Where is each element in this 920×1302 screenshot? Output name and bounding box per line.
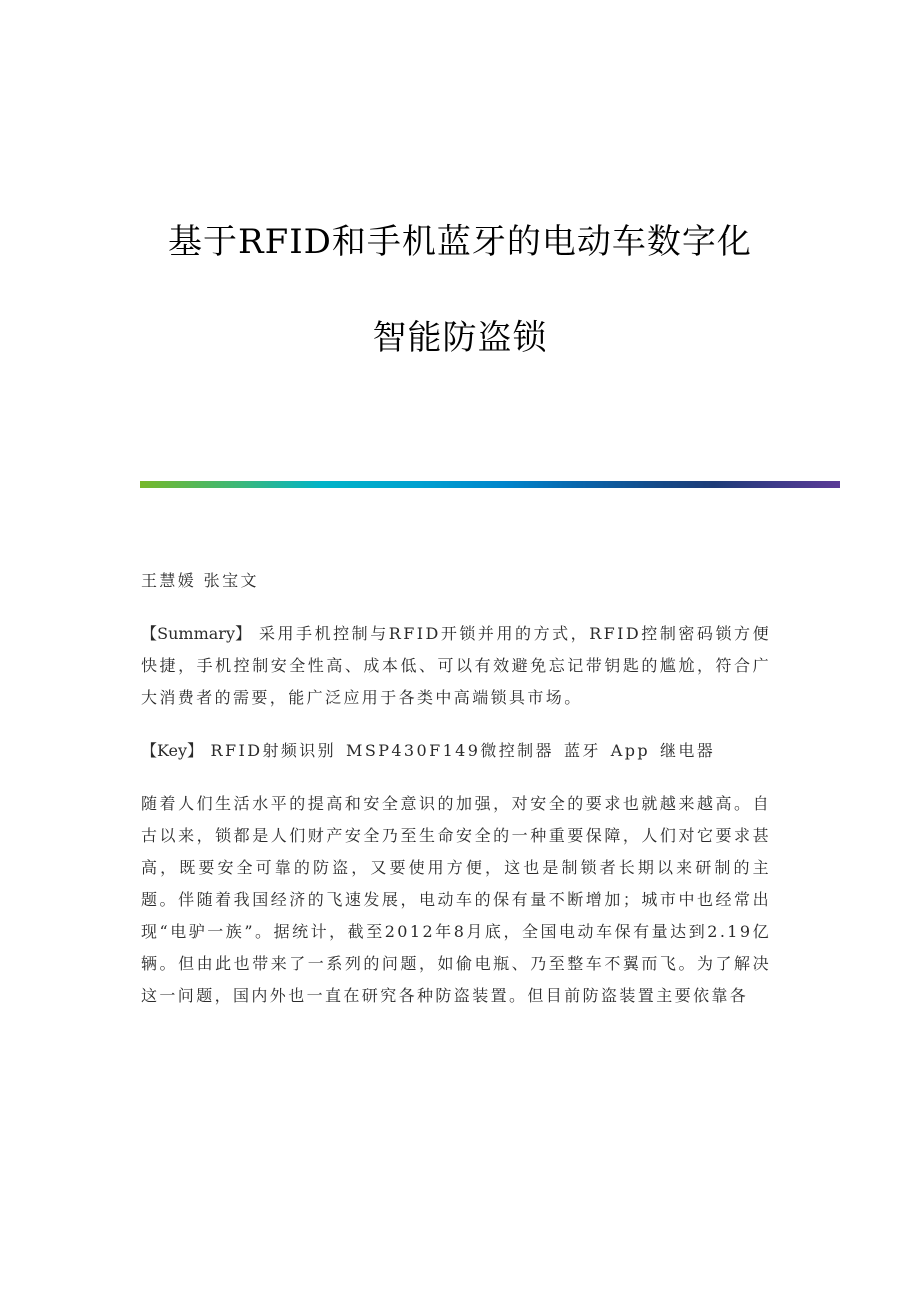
- keyword-item: 蓝牙: [563, 741, 601, 760]
- document-content: [141, 565, 771, 1012]
- body-paragraph: 随着人们生活水平的提高和安全意识的加强，对安全的要求也就越来越高。自古以来，锁都是人们财产安全乃至生命安全的一种重要保障，人们对它要求甚高，既要安全可靠的防盗，又要使用方便，这也是制锁者长期以来研制的主题。伴随着我国经济的飞速发展，电动车的保有量不断增加；城市中也经常出现“电驴一族”。据统计，截至2012年8月底，全国电动车保有量达到2.19亿辆。但由此也带来了一系列的问题，如偷电瓶、乃至整车不翼而飞。为了解决这一问题，国内外也一直在研究各种防盗装置。但目前防盗装置主要依靠各: [141, 794, 771, 1005]
- document-title-line-1: 基于RFID和手机蓝牙的电动车数字化: [168, 222, 752, 262]
- authors: 王慧媛 张宝文: [141, 571, 259, 590]
- keyword-item: MSP430F149微控制器: [346, 741, 554, 760]
- keywords-paragraph: [141, 735, 771, 767]
- gradient-divider: [140, 481, 840, 488]
- document-title-line-2: 智能防盗锁: [372, 318, 548, 358]
- keyword-item: RFID射频识别: [210, 741, 337, 760]
- keywords-label: 【Key】: [141, 741, 204, 760]
- summary-label: 【Summary】: [141, 624, 252, 643]
- summary-text: 采用手机控制与RFID开锁并用的方式，RFID控制密码锁方便快捷，手机控制安全性高、成本低、可以有效避免忘记带钥匙的尴尬，符合广大消费者的需要，能广泛应用于各类中高端锁具市场。: [141, 624, 771, 707]
- keyword-item: 继电器: [660, 741, 716, 760]
- keyword-item: App: [610, 741, 650, 760]
- summary-paragraph: [141, 618, 771, 714]
